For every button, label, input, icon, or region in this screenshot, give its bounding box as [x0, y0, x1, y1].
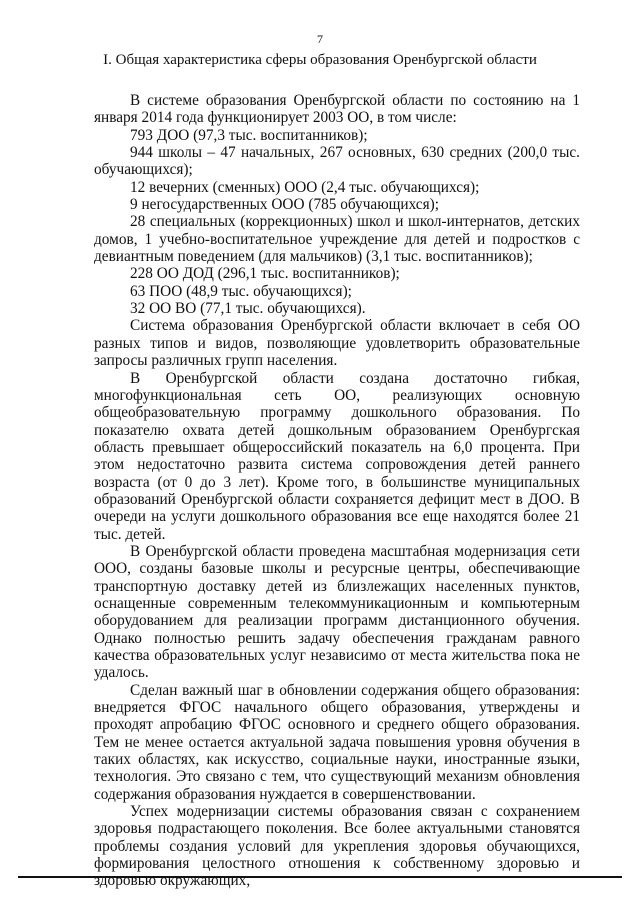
paragraph: Сделан важный шаг в обновлении содержания общего образования: внедряется ФГОС начального общего образования, утверждены и проходят апробацию ФГОС основного и среднего общего образования. Тем не менее остается актуальной задача повышения уровня обучения в таких областях, как искусство, социальные науки, иностранные языки, технология. Это связано с тем, что существующий механизм обновления содержания образования нуждается в совершенствовании.: [94, 681, 580, 803]
body-text: [94, 92, 580, 890]
paragraph: В Оренбургской области проведена масштабная модернизация сети ООО, созданы базовые школы и ресурсные центры, обеспечивающие транспортную доставку детей из близлежащих населенных пунктов, оснащенные современным телекоммуникационным и компьютерным оборудованием для реализации программ дистанционного обучения. Однако полностью решить задачу обеспечения гражданам равного качества образовательных услуг независимо от места жительства пока не удалось.: [94, 542, 580, 682]
paragraph: 63 ПОО (48,9 тыс. обучающихся);: [130, 282, 352, 300]
paragraph: 793 ДОО (97,3 тыс. воспитанников);: [130, 126, 368, 144]
paragraph: 12 вечерних (сменных) ООО (2,4 тыс. обучающихся);: [130, 178, 480, 196]
page-number: 7: [317, 32, 323, 46]
paragraph: 28 специальных (коррекционных) школ и школ-интернатов, детских домов, 1 учебно-воспитательное учреждение для детей и подростков с девиантным поведением (для мальчиков) (3,1 тыс. воспитанников);: [94, 213, 580, 266]
paragraph: 228 ОО ДОД (296,1 тыс. воспитанников);: [130, 265, 400, 283]
section-heading: I. Общая характеристика сферы образования Оренбургской области: [103, 52, 537, 68]
paragraph: 944 школы – 47 начальных, 267 основных, 630 средних (200,0 тыс. обучающихся);: [94, 144, 580, 179]
paragraph: В Оренбургской области создана достаточно гибкая, многофункциональная сеть ОО, реализующих основную общеобразовательную программу дошкольного образования. По показателю охвата детей дошкольным образованием Оренбургская область превышает общероссийский показатель на 6,0 процента. При этом недостаточно развита система сопровождения детей раннего возраста (от 0 до 3 лет). Кроме того, в большинстве муниципальных образований Оренбургской области сохраняется дефицит мест в ДОО. В очереди на услуги дошкольного образования все еще находятся более 21 тыс. детей.: [94, 369, 580, 543]
paragraph: 9 негосударственных ООО (785 обучающихся);: [130, 196, 439, 214]
paragraph: 32 ОО ВО (77,1 тыс. обучающихся).: [130, 300, 366, 318]
paragraph: Успех модернизации системы образования связан с сохранением здоровья подрастающего поколения. Все более актуальными становятся проблемы создания условий для укрепления здоровья обучающихся, формирования целостного отношения к собственному здоровью и здоровью окружающих,: [94, 803, 580, 890]
footer-rule: [18, 876, 622, 878]
paragraph: Система образования Оренбургской области включает в себя ОО разных типов и видов, позволяющие удовлетворить образовательные запросы различных групп населения.: [94, 317, 580, 370]
paragraph: В системе образования Оренбургской области по состоянию на 1 января 2014 года функционирует 2003 ОО, в том числе:: [94, 92, 580, 127]
